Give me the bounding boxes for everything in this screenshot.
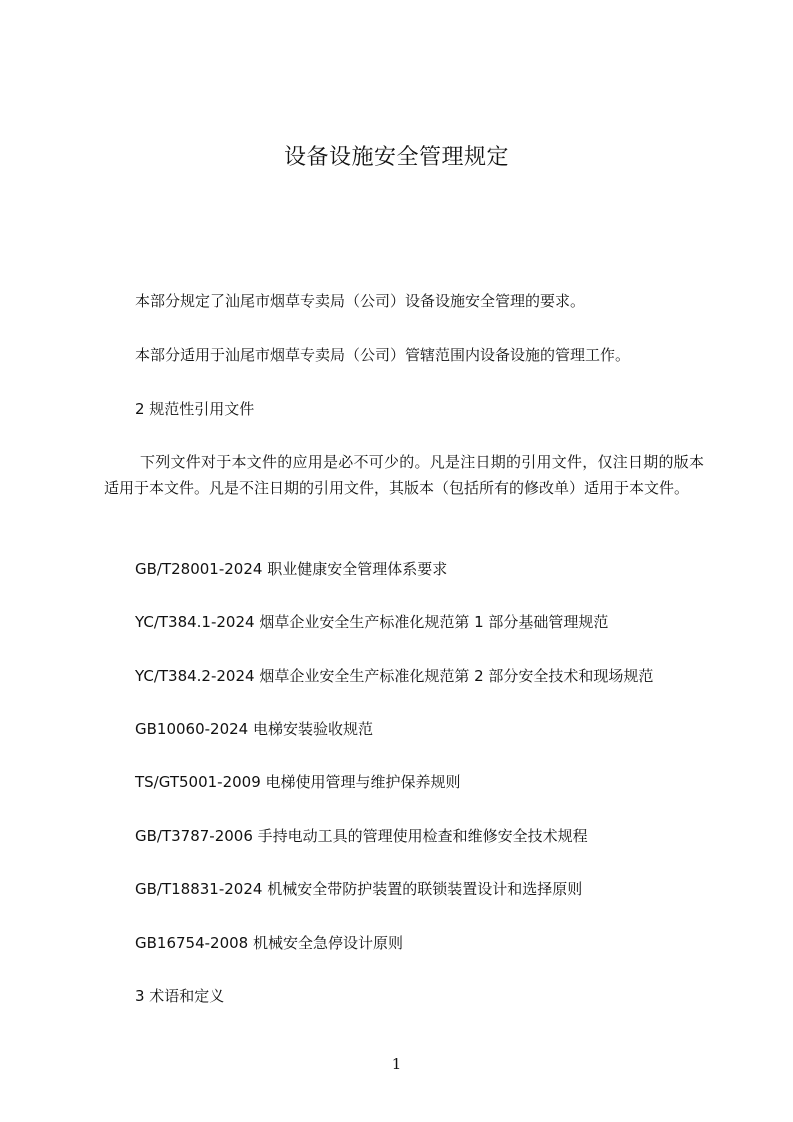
- reference-item-5: TS/GT5001-2009 电梯使用管理与维护保养规则: [135, 773, 461, 791]
- reference-item-7: GB/T18831-2024 机械安全带防护装置的联锁装置设计和选择原则: [135, 880, 583, 898]
- reference-item-4: GB10060-2024 电梯安装验收规范: [135, 720, 373, 738]
- reference-item-6: GB/T3787-2006 手持电动工具的管理使用检查和维修安全技术规程: [135, 827, 588, 845]
- scope-paragraph-2: 本部分适用于汕尾市烟草专卖局（公司）管辖范围内设备设施的管理工作。: [135, 346, 631, 364]
- reference-item-1: GB/T28001-2024 职业健康安全管理体系要求: [135, 560, 448, 578]
- scope-paragraph-1: 本部分规定了汕尾市烟草专卖局（公司）设备设施安全管理的要求。: [135, 292, 586, 310]
- document-title: 设备设施安全管理规定: [283, 145, 509, 170]
- section-2-heading: 2 规范性引用文件: [135, 400, 255, 418]
- reference-item-2: YC/T384.1-2024 烟草企业安全生产标准化规范第 1 部分基础管理规范: [135, 613, 609, 631]
- reference-item-8: GB16754-2008 机械安全急停设计原则: [135, 934, 403, 952]
- reference-item-3: YC/T384.2-2024 烟草企业安全生产标准化规范第 2 部分安全技术和现场规范: [135, 667, 654, 685]
- section-3-heading: 3 术语和定义: [135, 987, 225, 1005]
- section-2-intro-paragraph: 下列文件对于本文件的应用是必不可少的。凡是注日期的引用文件，仅注日期的版本适用于本文件。凡是不注日期的引用文件，其版本（包括所有的修改单）适用于本文件。: [104, 453, 704, 497]
- page-number: 1: [391, 1055, 402, 1073]
